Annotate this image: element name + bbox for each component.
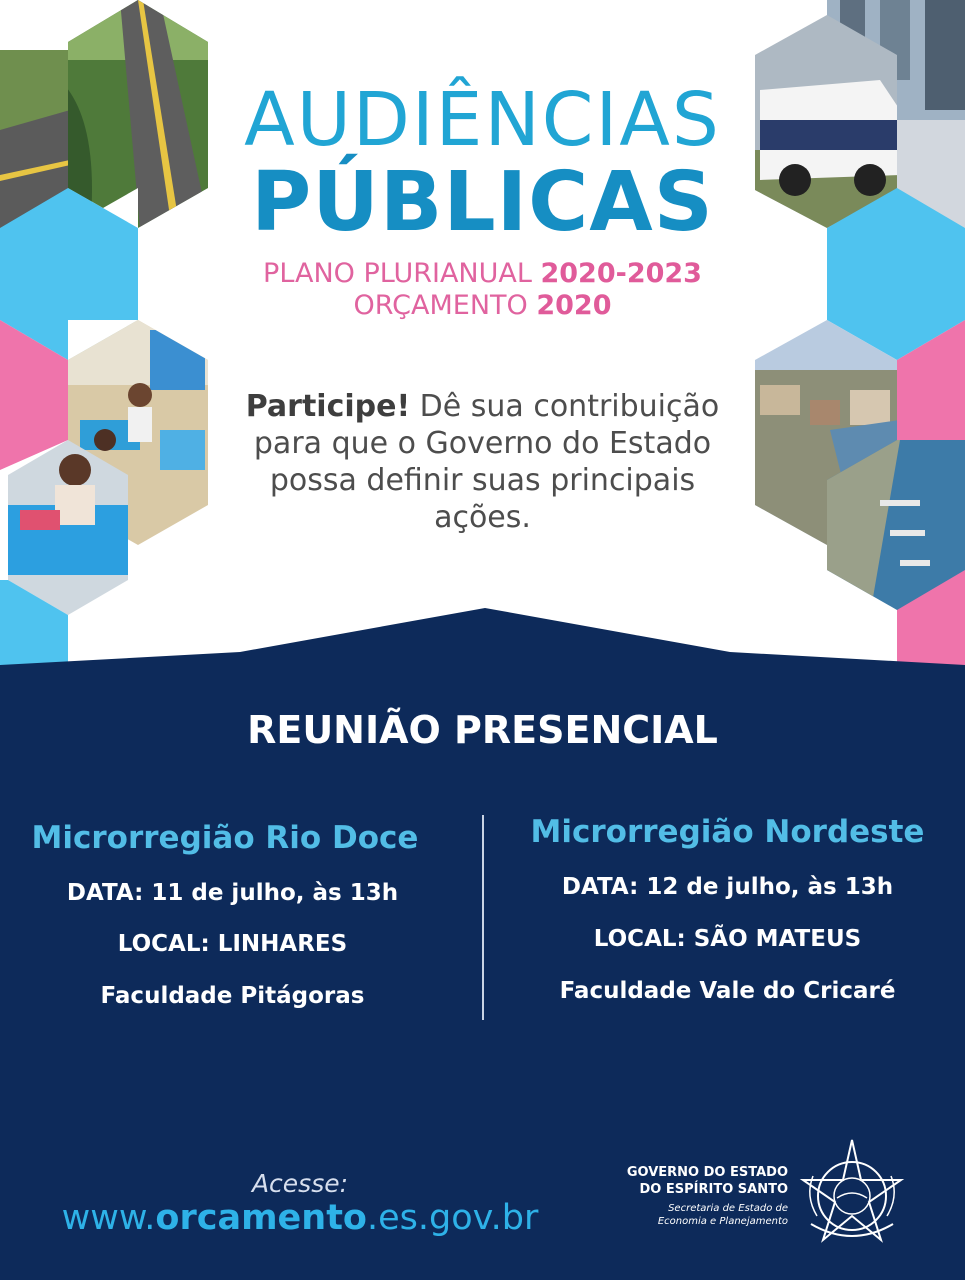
participe-text: Dê sua contribuição para que o Governo do Estado possa definir suas principais ações. (253, 389, 720, 535)
region-nordeste-title: Microrregião Nordeste (530, 814, 925, 850)
region-nordeste-date: DATA: 12 de julho, às 13h (561, 874, 894, 900)
gov-line-2: DO ESPÍRITO SANTO (639, 1182, 788, 1197)
url-suffix: .es.gov.br (366, 1198, 539, 1238)
reuniao-heading: REUNIÃO PRESENCIAL (247, 708, 718, 752)
region-nordeste-local: LOCAL: SÃO MATEUS (593, 926, 862, 952)
acesse-label: Acesse: (251, 1169, 349, 1198)
title-line-2: PÚBLICAS (251, 155, 714, 250)
subtitle-orcamento-prefix: ORÇAMENTO (353, 290, 537, 321)
url-bold: orcamento (155, 1198, 367, 1238)
subtitle-orcamento (180, 290, 785, 322)
region-rio-doce-local: LOCAL: LINHARES (117, 931, 348, 957)
region-rio-doce-venue: Faculdade Pitágoras (100, 983, 365, 1009)
subtitle-orcamento-year: 2020 (536, 290, 612, 321)
title-line-1: AUDIÊNCIAS (244, 77, 721, 163)
subtitle-plano-prefix: PLANO PLURIANUAL (263, 258, 541, 289)
website-link[interactable] (40, 1196, 560, 1240)
gov-line-4: Economia e Planejamento (657, 1216, 788, 1227)
subtitle-plano-years: 2020-2023 (540, 258, 702, 289)
gov-line-3: Secretaria de Estado de (668, 1203, 788, 1214)
participe-highlight: Participe! (245, 389, 411, 424)
gov-line-1: GOVERNO DO ESTADO (626, 1165, 788, 1180)
region-rio-doce-title: Microrregião Rio Doce (31, 820, 419, 856)
state-coat-of-arms-icon (797, 1136, 907, 1251)
subtitle-plano (180, 258, 785, 290)
url-prefix: www. (61, 1198, 156, 1238)
region-nordeste-venue: Faculdade Vale do Cricaré (559, 978, 896, 1004)
region-rio-doce-date: DATA: 11 de julho, às 13h (66, 880, 399, 906)
participe-message (220, 388, 745, 536)
region-divider (482, 815, 484, 1020)
